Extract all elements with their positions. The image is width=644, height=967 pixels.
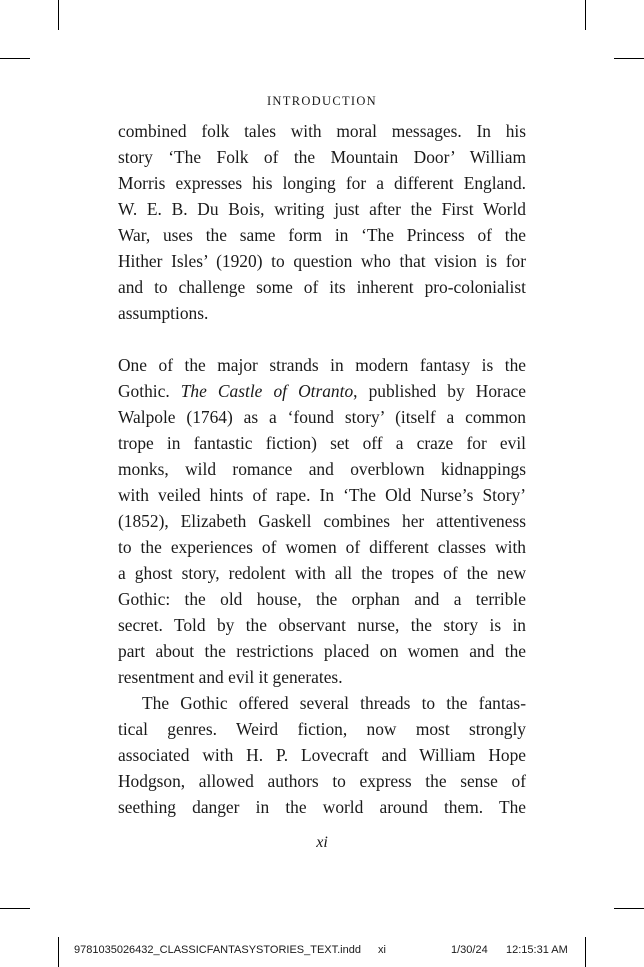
italic-title: The Castle of Otranto	[180, 381, 354, 401]
text-line: monks, wild romance and overblown kidnappings	[118, 459, 526, 479]
slug-time: 12:15:31 AM	[506, 944, 568, 956]
text-line: seething danger in the world around them. The	[118, 797, 526, 817]
text-line: resentment and evil it generates.	[118, 667, 343, 687]
crop-mark-left-bottom	[0, 908, 30, 909]
text-line: with veiled hints of rape. In ‘The Old Nurse’s Story’	[118, 485, 526, 505]
text-line: part about the restrictions placed on women and the	[118, 641, 526, 661]
text-line: story ‘The Folk of the Mountain Door’ William	[118, 147, 526, 167]
text-line: to the experiences of women of different classes with	[118, 537, 526, 557]
text-line: One of the major strands in modern fantasy is the	[118, 355, 526, 375]
text-line: Morris expresses his longing for a different England.	[118, 173, 526, 193]
slug-filename: 9781035026432_CLASSICFANTASYSTORIES_TEXT.indd	[74, 944, 361, 956]
text-line: Gothic: the old house, the orphan and a terrible	[118, 589, 526, 609]
text-run: , published by Horace	[353, 381, 526, 401]
text-line: Hither Isles’ (1920) to question who that vision is for	[118, 251, 526, 271]
crop-mark-right-bottom	[614, 908, 644, 909]
slug-date: 1/30/24	[451, 944, 488, 956]
text-line	[118, 378, 526, 404]
text-line: tical genres. Weird fiction, now most strongly	[118, 719, 526, 739]
crop-mark-top-right	[585, 0, 586, 30]
slug-page: xi	[378, 944, 386, 956]
text-line: assumptions.	[118, 303, 209, 323]
text-line: War, uses the same form in ‘The Princess of the	[118, 225, 526, 245]
crop-mark-right-top	[614, 58, 644, 59]
page-number: xi	[316, 834, 328, 851]
text-line: Walpole (1764) as a ‘found story’ (itself a common	[118, 407, 526, 427]
text-line: secret. Told by the observant nurse, the story is in	[118, 615, 526, 635]
text-line: The Gothic offered several threads to the fantas-	[142, 693, 526, 713]
text-line: trope in fantastic fiction) set off a craze for evil	[118, 433, 526, 453]
crop-mark-left-top	[0, 58, 30, 59]
text-line: and to challenge some of its inherent pro-colonialist	[118, 277, 526, 297]
print-slug	[0, 943, 644, 957]
text-line: Hodgson, allowed authors to express the sense of	[118, 771, 526, 791]
body-text	[118, 118, 526, 820]
text-line: (1852), Elizabeth Gaskell combines her attentiveness	[118, 511, 526, 531]
running-head: INTRODUCTION	[266, 94, 378, 108]
text-run: Gothic.	[118, 381, 181, 401]
crop-mark-top-left	[58, 0, 59, 30]
text-line: a ghost story, redolent with all the tropes of the new	[118, 563, 526, 583]
paragraph-break	[118, 326, 526, 352]
text-line: combined folk tales with moral messages. In his	[118, 121, 526, 141]
text-line: associated with H. P. Lovecraft and William Hope	[118, 745, 526, 765]
text-line: W. E. B. Du Bois, writing just after the First World	[118, 199, 526, 219]
